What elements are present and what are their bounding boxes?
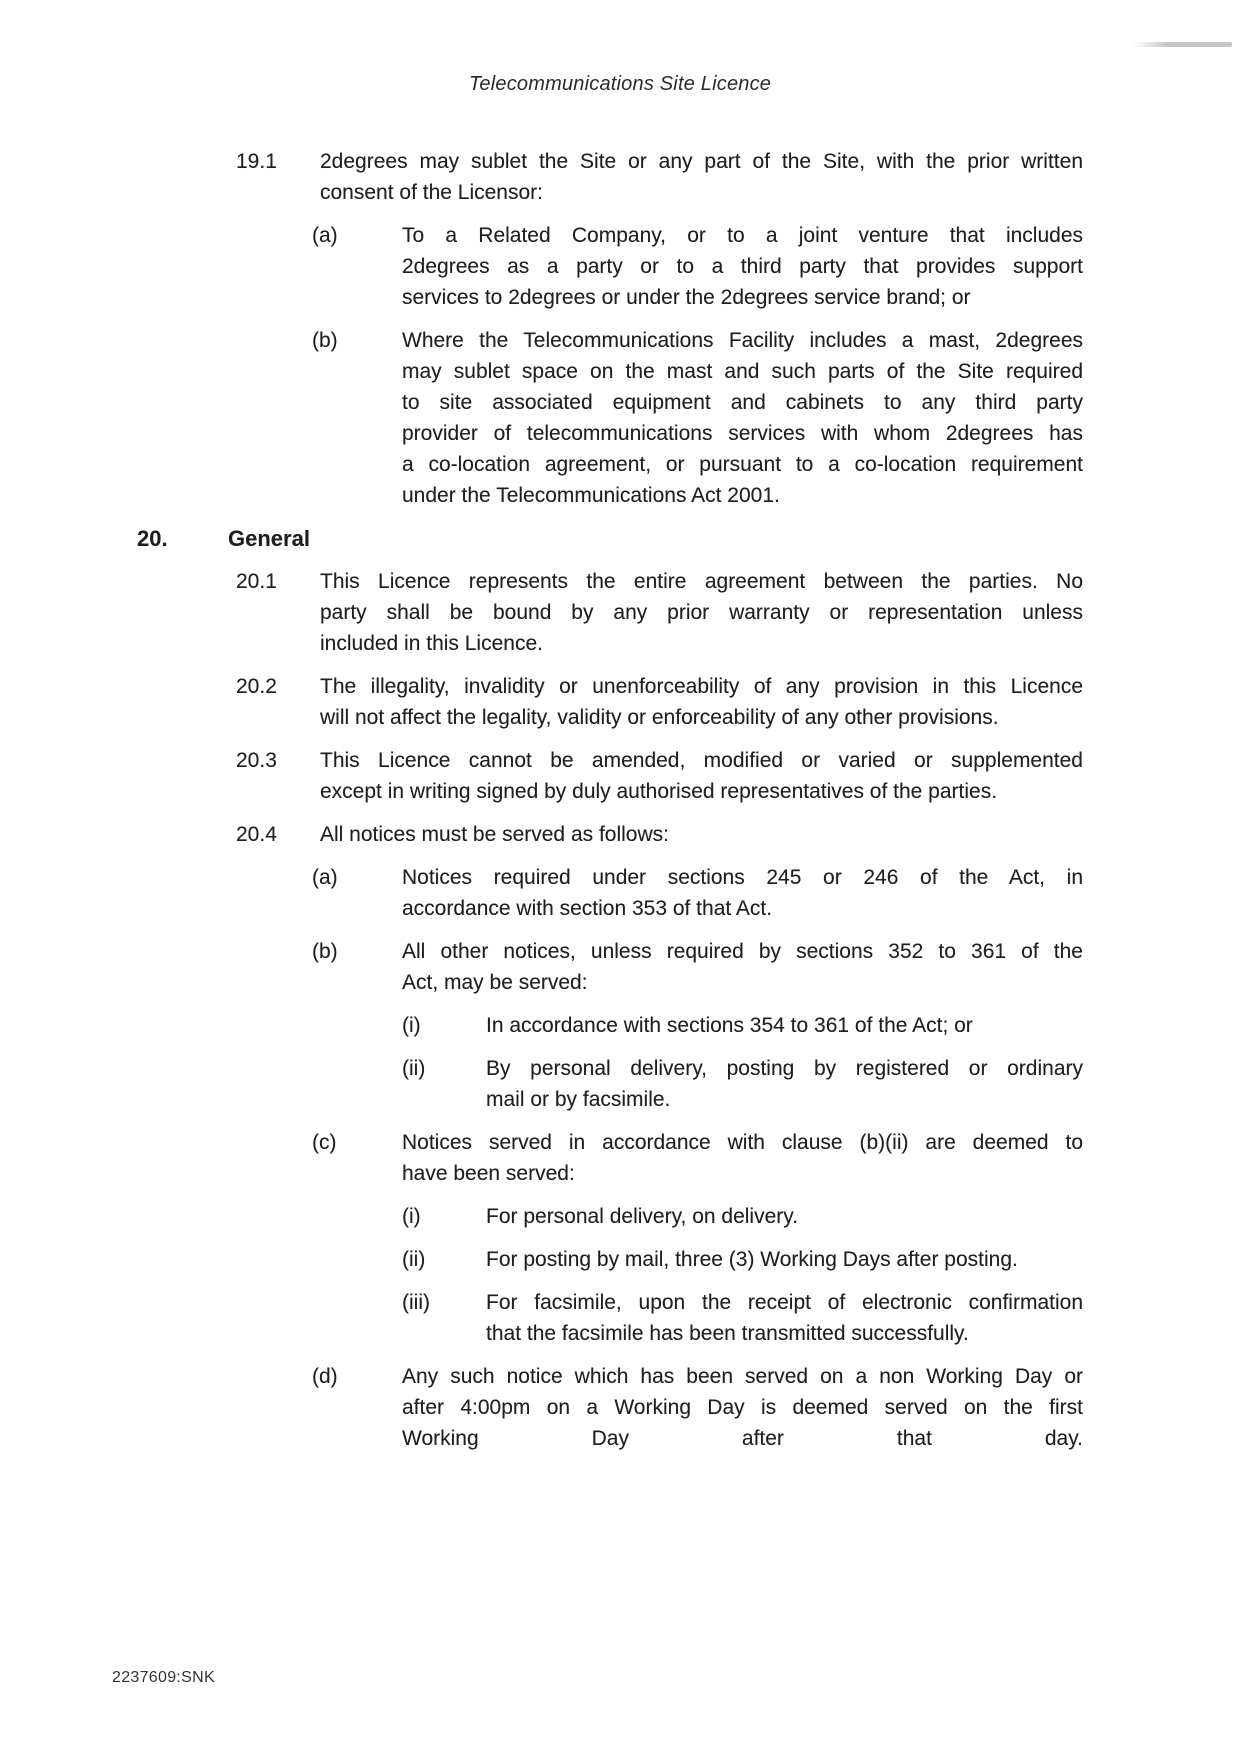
paragraph-line: consent of the Licensor: xyxy=(320,181,543,204)
paragraph-line: included in this Licence. xyxy=(320,632,543,655)
clause-b xyxy=(312,325,1240,511)
clause-203 xyxy=(236,745,1240,807)
paragraph-line: All notices must be served as follows: xyxy=(320,823,669,846)
clause-i xyxy=(402,1201,1240,1232)
clause-label: (b) xyxy=(312,329,338,352)
clause-label: (a) xyxy=(312,224,338,247)
paragraph-line: Working Day after that day. xyxy=(402,1427,1083,1450)
paragraph-line: services to 2degrees or under the 2degrees service brand; or xyxy=(402,286,971,309)
paragraph-line: that the facsimile has been transmitted successfully. xyxy=(486,1322,969,1345)
paragraph-line: Notices served in accordance with clause (b)(ii) are deemed to xyxy=(402,1131,1083,1154)
paragraph-line: under the Telecommunications Act 2001. xyxy=(402,484,780,507)
clause-text xyxy=(320,146,1083,208)
paragraph-line: party shall be bound by any prior warranty or representation unless xyxy=(320,601,1083,624)
paragraph-line: For facsimile, upon the receipt of electronic confirmation xyxy=(486,1291,1083,1314)
clause-label: (i) xyxy=(402,1205,421,1228)
paragraph-line: accordance with section 353 of that Act. xyxy=(402,897,773,920)
clause-text xyxy=(402,862,1083,924)
clause-text xyxy=(320,745,1083,807)
clause-text xyxy=(320,819,1083,850)
clause-text xyxy=(402,220,1083,313)
paragraph-line: to site associated equipment and cabinets to any third party xyxy=(402,391,1083,414)
paragraph-line: will not affect the legality, validity or enforceability of any other provisions. xyxy=(320,706,999,729)
clause-text xyxy=(402,325,1083,511)
paragraph-line: Any such notice which has been served on a non Working Day or xyxy=(402,1365,1083,1388)
paragraph-line: after 4:00pm on a Working Day is deemed served on the first xyxy=(402,1396,1083,1419)
paragraph-line: This Licence cannot be amended, modified or varied or supplemented xyxy=(320,749,1083,772)
clause-text xyxy=(320,671,1083,733)
paragraph-line: 2degrees may sublet the Site or any part of the Site, with the prior written xyxy=(320,150,1083,173)
clause-label: 20.4 xyxy=(236,823,277,846)
paragraph-line: may sublet space on the mast and such parts of the Site required xyxy=(402,360,1083,383)
clause-label: (iii) xyxy=(402,1291,430,1314)
clause-text xyxy=(486,1053,1083,1115)
paragraph-line: Where the Telecommunications Facility includes a mast, 2degrees xyxy=(402,329,1083,352)
clause-iii xyxy=(402,1287,1240,1349)
clause-text xyxy=(486,1010,1083,1041)
paragraph-line: mail or by facsimile. xyxy=(486,1088,671,1111)
paragraph-line: a co-location agreement, or pursuant to a co-location requirement xyxy=(402,453,1083,476)
clause-d xyxy=(312,1361,1240,1454)
paragraph-line: In accordance with sections 354 to 361 of the Act; or xyxy=(486,1014,973,1037)
clause-label: (b) xyxy=(312,940,338,963)
clause-a xyxy=(312,220,1240,313)
clause-label: 19.1 xyxy=(236,150,277,173)
paragraph-line: General xyxy=(228,526,310,551)
clause-text xyxy=(320,566,1083,659)
clause-b xyxy=(312,936,1240,998)
clause-204 xyxy=(236,819,1240,850)
clause-label: 20.1 xyxy=(236,570,277,593)
clause-a xyxy=(312,862,1240,924)
clause-label: 20.2 xyxy=(236,675,277,698)
clause-label: 20.3 xyxy=(236,749,277,772)
paragraph-line: For personal delivery, on delivery. xyxy=(486,1205,799,1228)
paragraph-line: except in writing signed by duly authorised representatives of the parties. xyxy=(320,780,998,803)
clause-ii xyxy=(402,1053,1240,1115)
paragraph-line: Act, may be served: xyxy=(402,971,588,994)
document-body xyxy=(0,146,1240,1466)
clause-c xyxy=(312,1127,1240,1189)
clause-191 xyxy=(236,146,1240,208)
paragraph-line: provider of telecommunications services with whom 2degrees has xyxy=(402,422,1083,445)
page-title: Telecommunications Site Licence xyxy=(468,73,772,95)
clause-text xyxy=(402,1361,1083,1454)
clause-label: (d) xyxy=(312,1365,338,1388)
clause-202 xyxy=(236,671,1240,733)
clause-label: (ii) xyxy=(402,1248,426,1271)
clause-text xyxy=(486,1201,1083,1232)
clause-text xyxy=(402,936,1083,998)
paragraph-line: By personal delivery, posting by registered or ordinary xyxy=(486,1057,1083,1080)
paragraph-line: 2degrees as a party or to a third party that provides support xyxy=(402,255,1083,278)
clause-label: (ii) xyxy=(402,1057,426,1080)
footer-reference: 2237609:SNK xyxy=(112,1669,215,1686)
clause-text xyxy=(228,523,991,554)
clause-20 xyxy=(137,523,1240,554)
clause-label: (c) xyxy=(312,1131,337,1154)
scan-artifact-mark xyxy=(1133,42,1232,47)
paragraph-line: For posting by mail, three (3) Working Days after posting. xyxy=(486,1248,1018,1271)
clause-label: (i) xyxy=(402,1014,421,1037)
clause-201 xyxy=(236,566,1240,659)
paragraph-line: This Licence represents the entire agreement between the parties. No xyxy=(320,570,1083,593)
clause-text xyxy=(486,1287,1083,1349)
clause-text xyxy=(486,1244,1083,1275)
paragraph-line: The illegality, invalidity or unenforceability of any provision in this Licence xyxy=(320,675,1083,698)
paragraph-line: Notices required under sections 245 or 246 of the Act, in xyxy=(402,866,1083,889)
clause-text xyxy=(402,1127,1083,1189)
paragraph-line: All other notices, unless required by sections 352 to 361 of the xyxy=(402,940,1083,963)
paragraph-line: have been served: xyxy=(402,1162,575,1185)
clause-ii xyxy=(402,1244,1240,1275)
paragraph-line: To a Related Company, or to a joint venture that includes xyxy=(402,224,1083,247)
clause-label: (a) xyxy=(312,866,338,889)
clause-i xyxy=(402,1010,1240,1041)
clause-label: 20. xyxy=(137,526,168,551)
